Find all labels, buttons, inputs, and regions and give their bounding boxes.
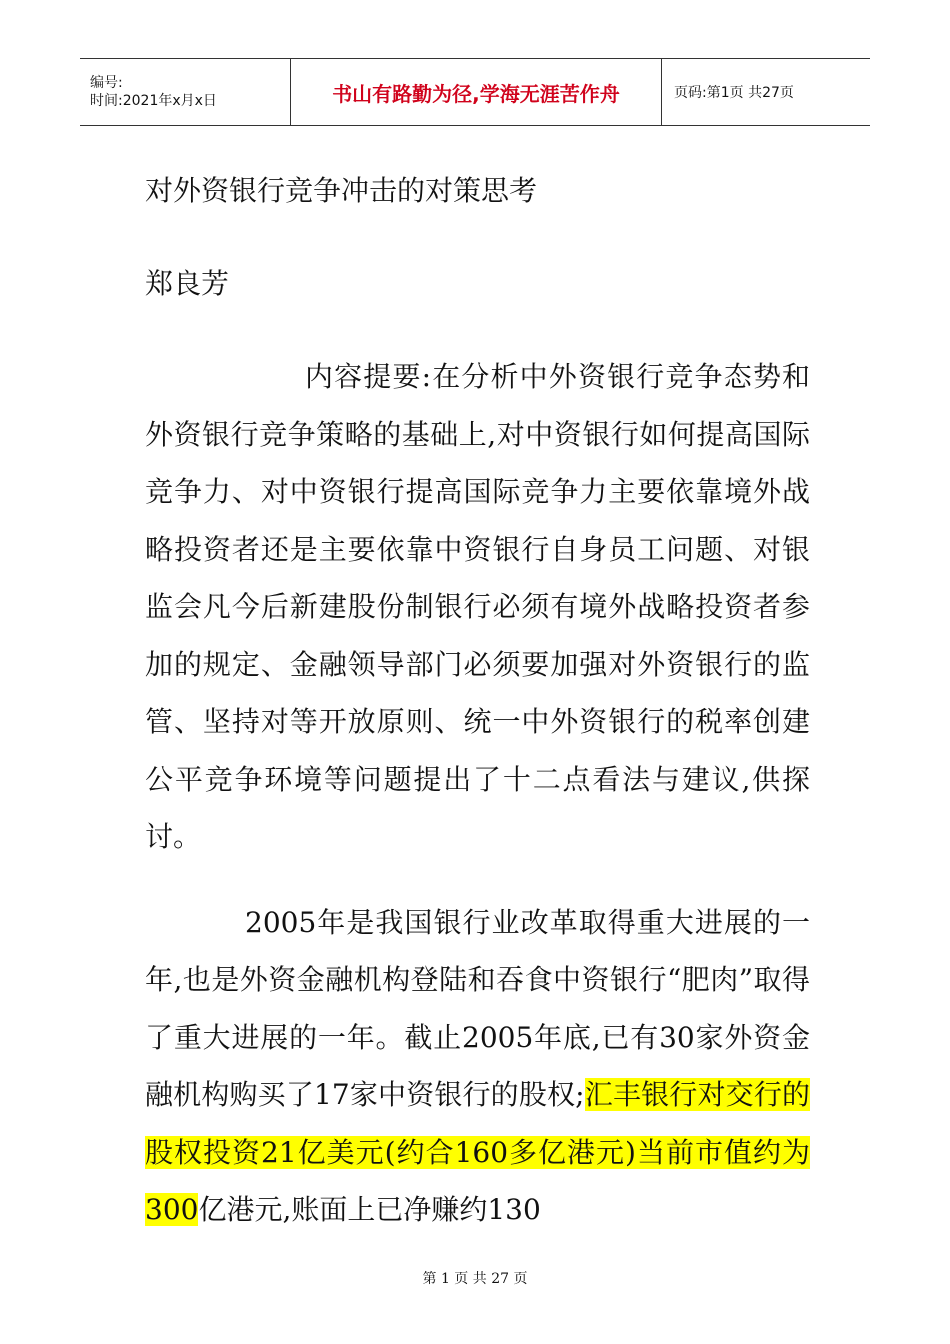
document-title: 对外资银行竞争冲击的对策思考 xyxy=(145,174,538,207)
header-page-info xyxy=(662,59,870,125)
document-author: 郑良芳 xyxy=(145,267,230,300)
body-text-part1: 2005年是我国银行业改革取得重大进展的一年,也是外资金融机构登陆和吞食中资银行“肥肉”取得了重大进展的一年。截止2005年底,已有30家外资金融机构购买了17家中资银行的股权; xyxy=(145,905,810,1111)
page-footer: 第 1 页 共 27 页 xyxy=(422,1271,528,1287)
body-paragraph xyxy=(145,894,810,1239)
header-page-label: 页码:第1页 共27页 xyxy=(674,85,794,101)
highlighted-text: 汇丰银行对交行的股权投资21亿美元(约合160多亿港元)当前市值约为300 xyxy=(145,1078,810,1226)
page-header xyxy=(80,58,870,126)
document-number-label: 编号: xyxy=(90,75,123,91)
document-time-label: 时间:2021年x月x日 xyxy=(90,93,217,109)
body-text-part2: 亿港元,账面上已净赚约130 xyxy=(198,1193,541,1226)
header-meta xyxy=(80,59,290,125)
document-body xyxy=(145,162,810,1239)
header-motto-cell xyxy=(290,59,662,125)
document-abstract: 内容提要:在分析中外资银行竞争态势和外资银行竞争策略的基础上,对中资银行如何提高国际竞争力、对中资银行提高国际竞争力主要依靠境外战略投资者还是主要依靠中资银行自身员工问题、对银监会凡今后新建股份制银行必须有境外战略投资者参加的规定、金融领导部门必须要加强对外资银行的监管、坚持对等开放原则、统一中外资银行的税率创建公平竞争环境等问题提出了十二点看法与建议,供探讨。 xyxy=(145,360,810,853)
header-motto: 书山有路勤为径,学海无涯苦作舟 xyxy=(332,81,620,106)
